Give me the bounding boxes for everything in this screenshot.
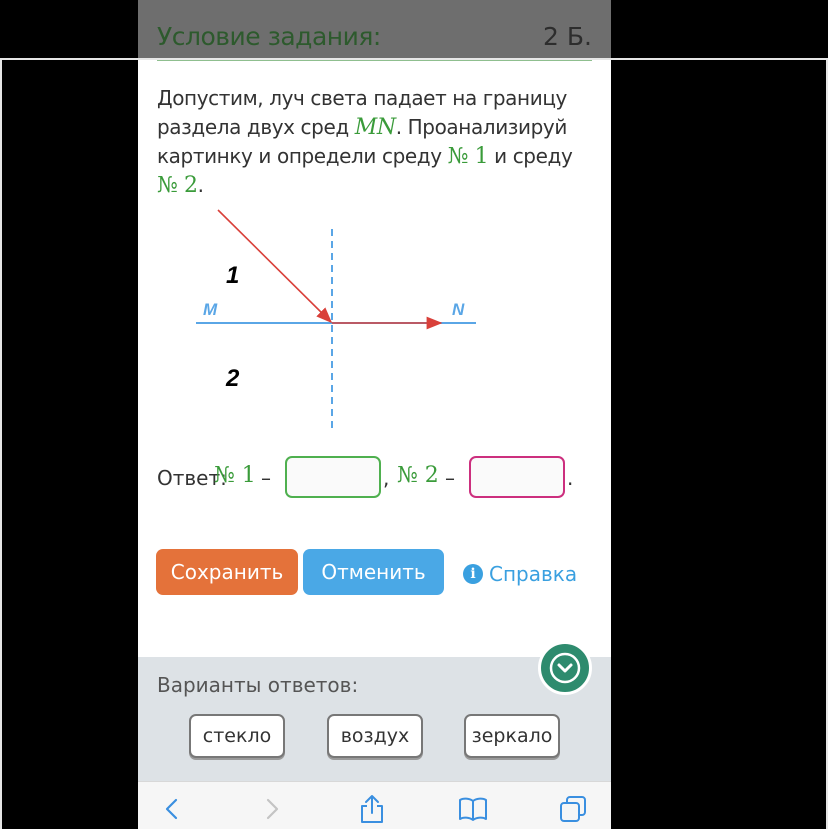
answer-comma: , <box>383 466 390 490</box>
browser-viewport <box>138 0 611 829</box>
refraction-diagram <box>178 196 498 436</box>
option-chip-glass[interactable]: стекло <box>189 714 285 758</box>
share-button[interactable] <box>357 794 387 824</box>
share-icon <box>359 794 385 824</box>
tabs-icon <box>559 795 587 823</box>
task-header <box>138 0 611 60</box>
task-text-part: Допустим, луч света падает на границу раздела двух сред <box>157 86 567 139</box>
medium-1-label: 1 <box>226 262 240 289</box>
option-chip-mirror[interactable]: зеркало <box>464 714 560 758</box>
medium-2-label: 2 <box>226 365 240 392</box>
back-button[interactable] <box>157 794 187 824</box>
help-label: Справка <box>489 562 578 586</box>
task-points: 2 Б. <box>543 22 592 51</box>
point-n-label: N <box>452 300 465 319</box>
answer-end-period: . <box>567 466 574 490</box>
answer-medium-2: № 2 <box>397 463 439 488</box>
bookmarks-button[interactable] <box>458 794 488 824</box>
answer-box-medium-1[interactable] <box>285 456 381 498</box>
chevron-left-icon <box>162 797 182 821</box>
answer-dash-2: – <box>445 466 455 490</box>
chevron-right-icon <box>262 797 282 821</box>
task-text-part: . Проанализируй картинку и определи среду <box>157 115 567 168</box>
chevron-down-icon <box>548 651 582 685</box>
cancel-button[interactable]: Отменить <box>303 549 444 595</box>
option-chip-air[interactable]: воздух <box>327 714 423 758</box>
forward-button[interactable] <box>257 794 287 824</box>
help-link[interactable] <box>463 562 577 586</box>
info-icon: i <box>463 564 483 584</box>
medium-2-ref: № 2 <box>157 173 198 198</box>
medium-1-ref: № 1 <box>447 144 489 169</box>
answer-options-title: Варианты ответов: <box>157 673 359 697</box>
browser-toolbar <box>138 781 611 829</box>
header-divider <box>157 59 592 61</box>
task-text-part: и среду <box>488 144 573 168</box>
collapse-toggle-button[interactable] <box>538 641 592 695</box>
task-text <box>157 84 597 200</box>
boundary-label-mn: MN <box>354 115 396 140</box>
book-icon <box>458 796 488 822</box>
save-button[interactable]: Сохранить <box>156 549 298 595</box>
answer-row <box>157 456 597 500</box>
task-text-part: . <box>197 173 204 197</box>
point-m-label: M <box>203 300 218 319</box>
task-condition-title: Условие задания: <box>157 22 381 51</box>
answer-medium-1: № 1 <box>214 463 256 488</box>
answer-box-medium-2[interactable] <box>469 456 565 498</box>
tabs-button[interactable] <box>558 794 588 824</box>
answer-label: Ответ: <box>157 466 227 490</box>
answer-dash-1: – <box>261 466 271 490</box>
